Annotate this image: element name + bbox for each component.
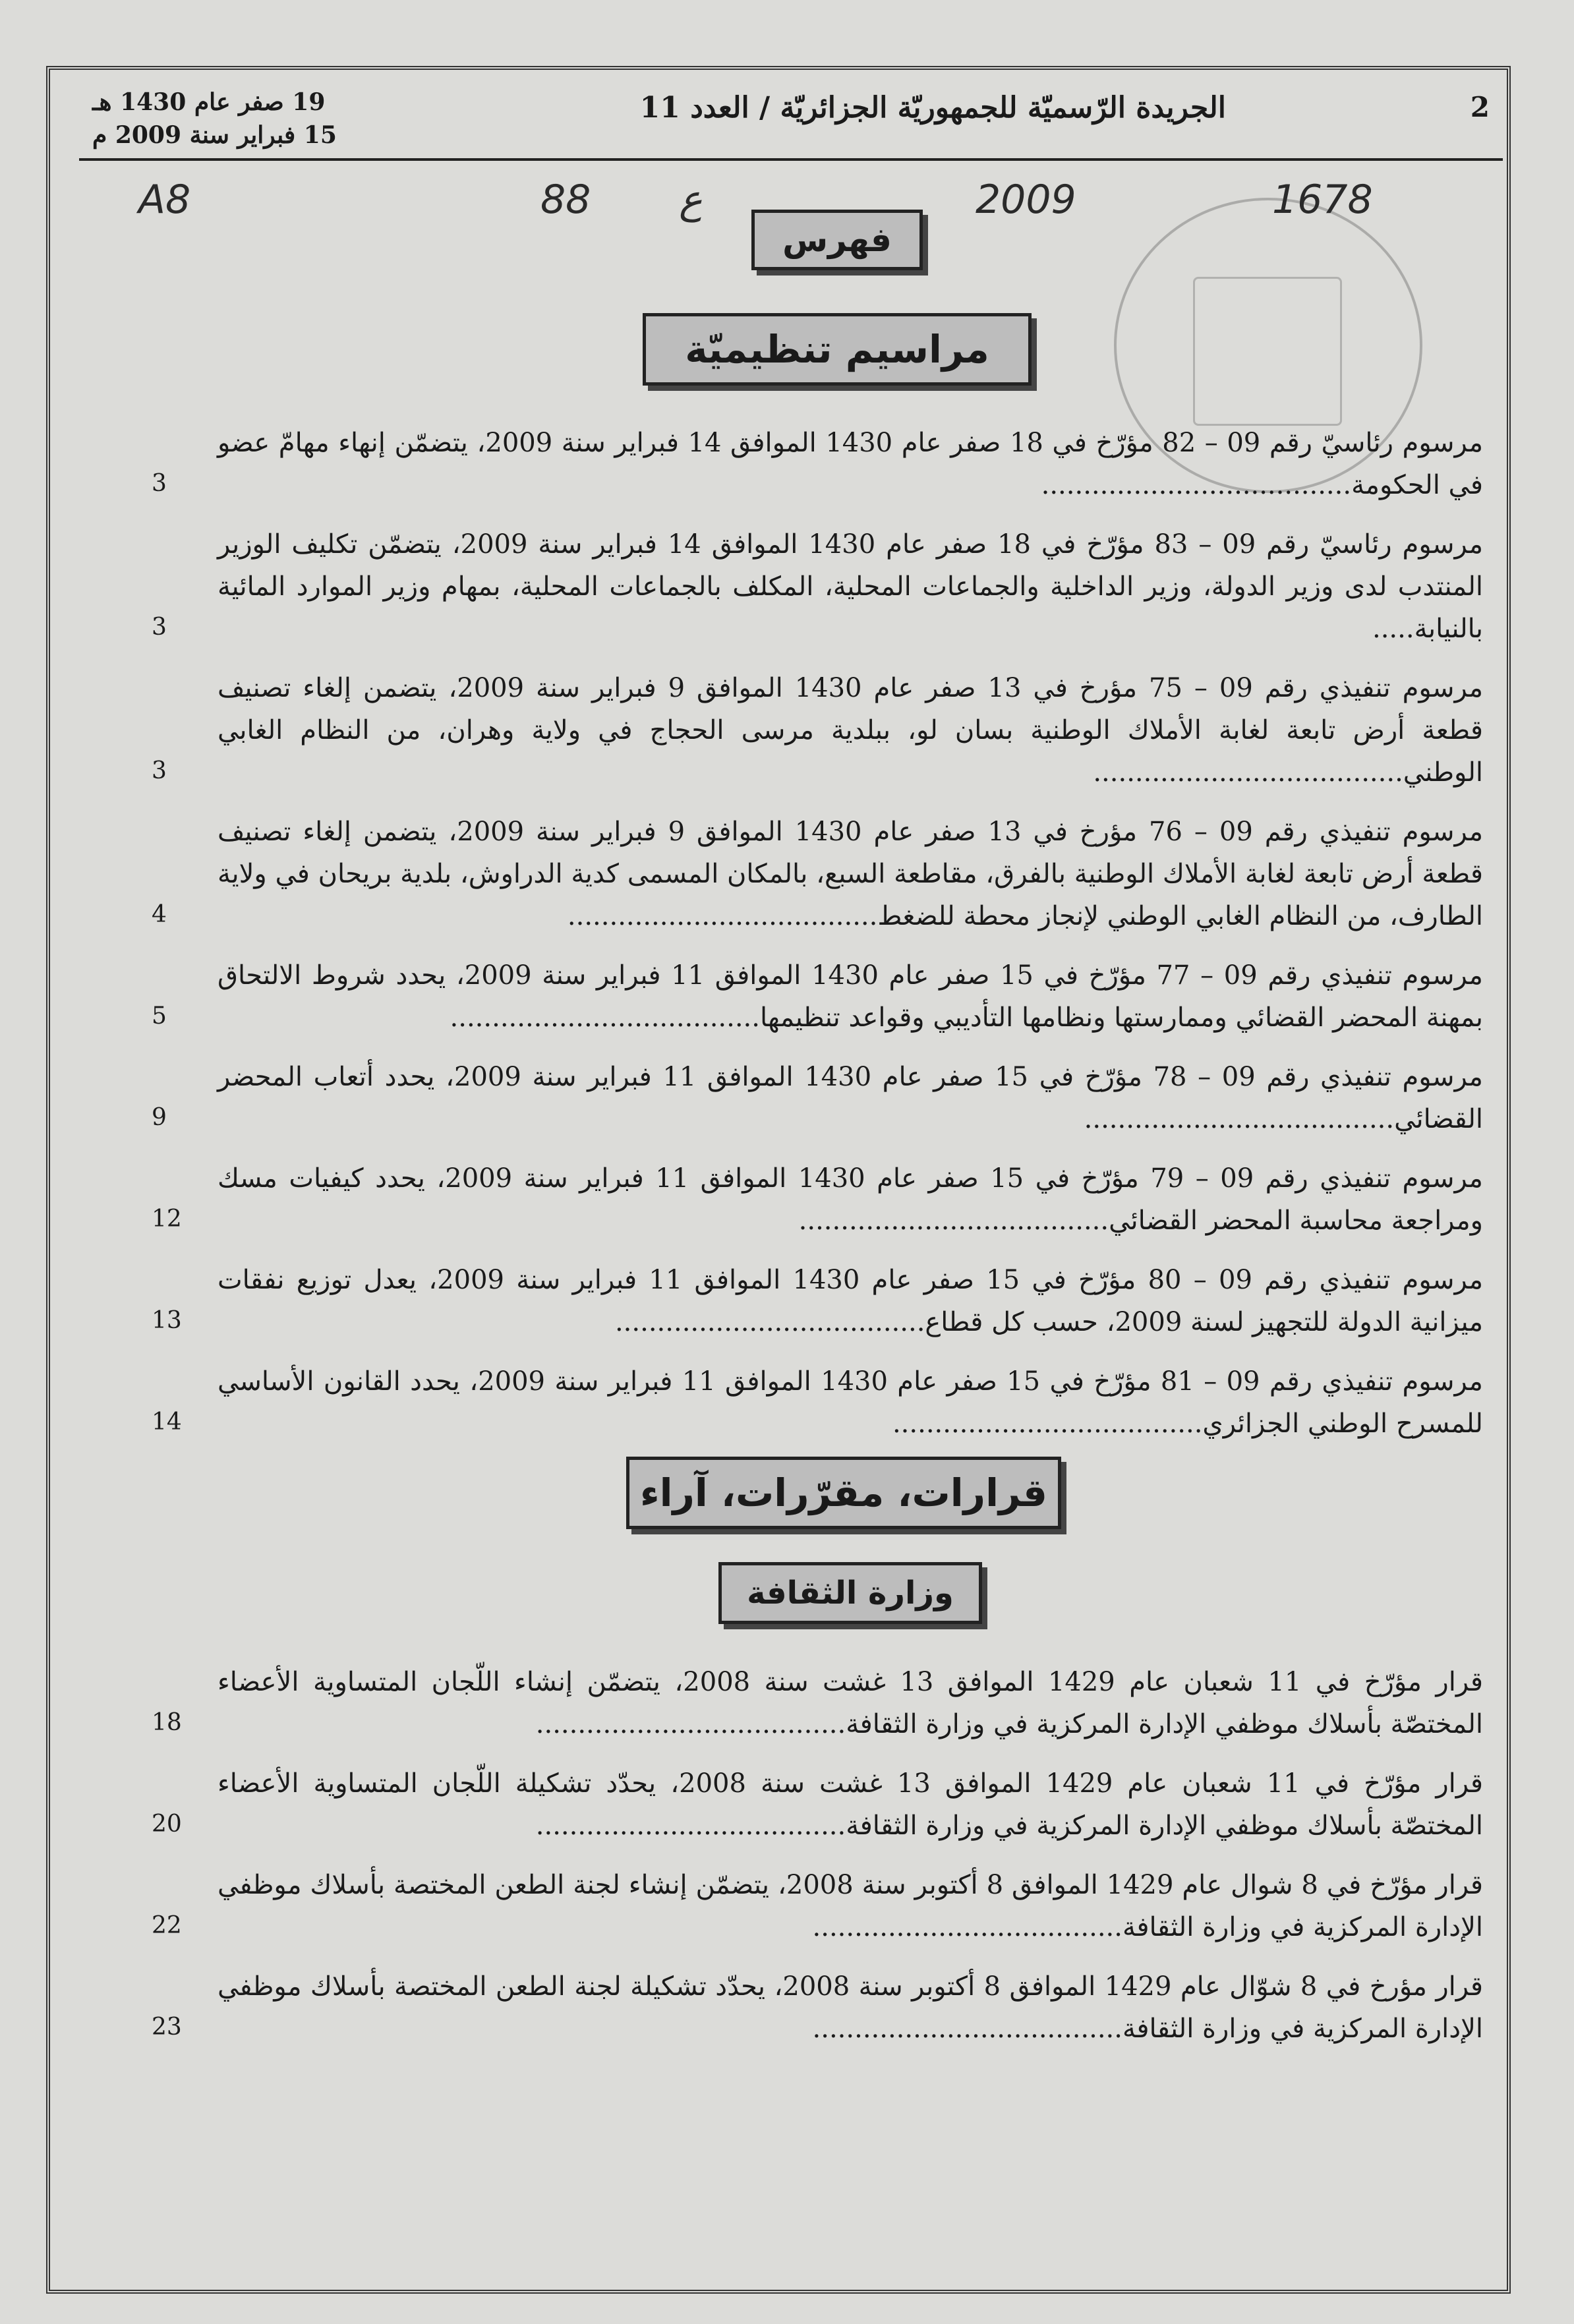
decisions-list (152, 1661, 1484, 2050)
page-ref: 3 (152, 470, 167, 497)
list-item[interactable]: مرسوم تنفيذي رقم 09 – 79 مؤرّخ في 15 صفر عام 1430 الموافق 11 فبراير سنة 2009، يحدد كيفيات مسك ومراجعة محاسبة المحضر القضائي..................................... 12 (171, 1157, 1483, 1242)
page-ref: 14 (152, 1409, 182, 1436)
list-item[interactable]: مرسوم رئاسيّ رقم 09 – 82 مؤرّخ في 18 صفر عام 1430 الموافق 14 فبراير سنة 2009، يتضمّن إنهاء مهامّ عضو في الحكومة..................................... 3 (171, 422, 1483, 506)
list-item[interactable]: مرسوم تنفيذي رقم 09 – 77 مؤرّخ في 15 صفر عام 1430 الموافق 11 فبراير سنة 2009، يحدد شروط الالتحاق بمهنة المحضر القضائي وممارستها ونظامها التأديبي وقواعد تنظيمها..................................... 5 (171, 954, 1483, 1039)
page-ref: 9 (152, 1104, 167, 1131)
page-ref: 5 (152, 1002, 167, 1030)
list-item[interactable]: مرسوم رئاسيّ رقم 09 – 83 مؤرّخ في 18 صفر عام 1430 الموافق 14 فبراير سنة 2009، يتضمّن تكليف الوزير المنتدب لدى وزير الدولة، وزير الداخلية والجماعات المحلية، المكلف بالجماعات المحلية، بمهام وزير الموارد المائية بالنيابة..... 3 (171, 523, 1483, 650)
page-ref: 3 (152, 614, 167, 641)
journal-title: الجريدة الرّسميّة للجمهوريّة الجزائريّة / العدد 11 (639, 91, 1226, 125)
list-item[interactable]: مرسوم تنفيذي رقم 09 – 76 مؤرخ في 13 صفر عام 1430 الموافق 9 فبراير سنة 2009، يتضمن إلغاء تصنيف قطعة أرض تابعة لغابة الأملاك الوطنية بالفرق، مقاطعة السبع، بالمكان المسمى كدية الدراوش، بلدية بريحان في ولاية الطارف، من النظام الغابي الوطني لإنجاز محطة للضغط..................................... 4 (171, 811, 1483, 937)
list-item[interactable]: مرسوم تنفيذي رقم 09 – 78 مؤرّخ في 15 صفر عام 1430 الموافق 11 فبراير سنة 2009، يحدد أتعاب المحضر القضائي..................................... 9 (171, 1056, 1483, 1140)
page-ref: 20 (152, 1811, 182, 1838)
page-ref: 18 (152, 1709, 182, 1736)
list-item[interactable]: قرار مؤرّخ في 11 شعبان عام 1429 الموافق 13 غشت سنة 2008، يتضمّن إنشاء اللّجان المتساوية الأعضاء المختصّة بأسلاك موظفي الإدارة المركزية في وزارة الثقافة..................................... 18 (171, 1661, 1483, 1745)
page-ref: 12 (152, 1206, 182, 1233)
handwritten-mark: ع (679, 177, 703, 223)
handwritten-mark: A8 (138, 177, 191, 223)
page-ref: 4 (152, 901, 167, 928)
list-item[interactable]: قرار مؤرخ في 8 شوّال عام 1429 الموافق 8 أكتوبر سنة 2008، يحدّد تشكيلة لجنة الطعن المختصة بأسلاك موظفي الإدارة المركزية في وزارة الثقافة..................................... 23 (171, 1965, 1483, 2050)
list-item[interactable]: مرسوم تنفيذي رقم 09 – 80 مؤرّخ في 15 صفر عام 1430 الموافق 11 فبراير سنة 2009، يعدل توزيع نفقات ميزانية الدولة للتجهيز لسنة 2009، حسب كل قطاع..................................... 13 (171, 1259, 1483, 1343)
index-title: فهرس (751, 210, 923, 270)
page-number: 2 (1470, 91, 1490, 123)
list-item[interactable]: مرسوم تنفيذي رقم 09 – 75 مؤرخ في 13 صفر عام 1430 الموافق 9 فبراير سنة 2009، يتضمن إلغاء تصنيف قطعة أرض تابعة لغابة الأملاك الوطنية بسان لو، ببلدية مرسى الحجاج في ولاية وهران، من النظام الغابي الوطني..................................... 3 (171, 667, 1483, 794)
page-header (79, 86, 1503, 161)
list-item[interactable]: قرار مؤرّخ في 8 شوال عام 1429 الموافق 8 أكتوبر سنة 2008، يتضمّن إنشاء لجنة الطعن المختصة بأسلاك موظفي الإدارة المركزية في وزارة الثقافة..................................... 22 (171, 1864, 1483, 1948)
section-title-decisions: قرارات، مقرّرات، آراء (626, 1457, 1061, 1529)
section-title-regulatory-decrees: مراسيم تنظيميّة (643, 313, 1032, 386)
page-ref: 22 (152, 1912, 182, 1939)
page-ref: 13 (152, 1307, 182, 1334)
decrees-list (152, 422, 1484, 1445)
handwritten-mark: 88 (540, 177, 591, 223)
list-item[interactable]: مرسوم تنفيذي رقم 09 – 81 مؤرّخ في 15 صفر عام 1430 الموافق 11 فبراير سنة 2009، يحدد القانون الأساسي للمسرح الوطني الجزائري..................................... 14 (171, 1360, 1483, 1445)
page-ref: 23 (152, 2014, 182, 2041)
date-hijri: 19 صفر عام 1430 هـ (92, 88, 326, 116)
ministry-subtitle: وزارة الثقافة (718, 1562, 982, 1624)
date-gregorian: 15 فبراير سنة 2009 م (92, 121, 337, 149)
handwritten-mark: 2009 (976, 177, 1076, 223)
header-dates (92, 86, 337, 152)
handwritten-mark: 1678 (1272, 177, 1373, 223)
page-ref: 3 (152, 757, 167, 784)
list-item[interactable]: قرار مؤرّخ في 11 شعبان عام 1429 الموافق 13 غشت سنة 2008، يحدّد تشكيلة اللّجان المتساوية الأعضاء المختصّة بأسلاك موظفي الإدارة المركزية في وزارة الثقافة..................................... 20 (171, 1762, 1483, 1847)
